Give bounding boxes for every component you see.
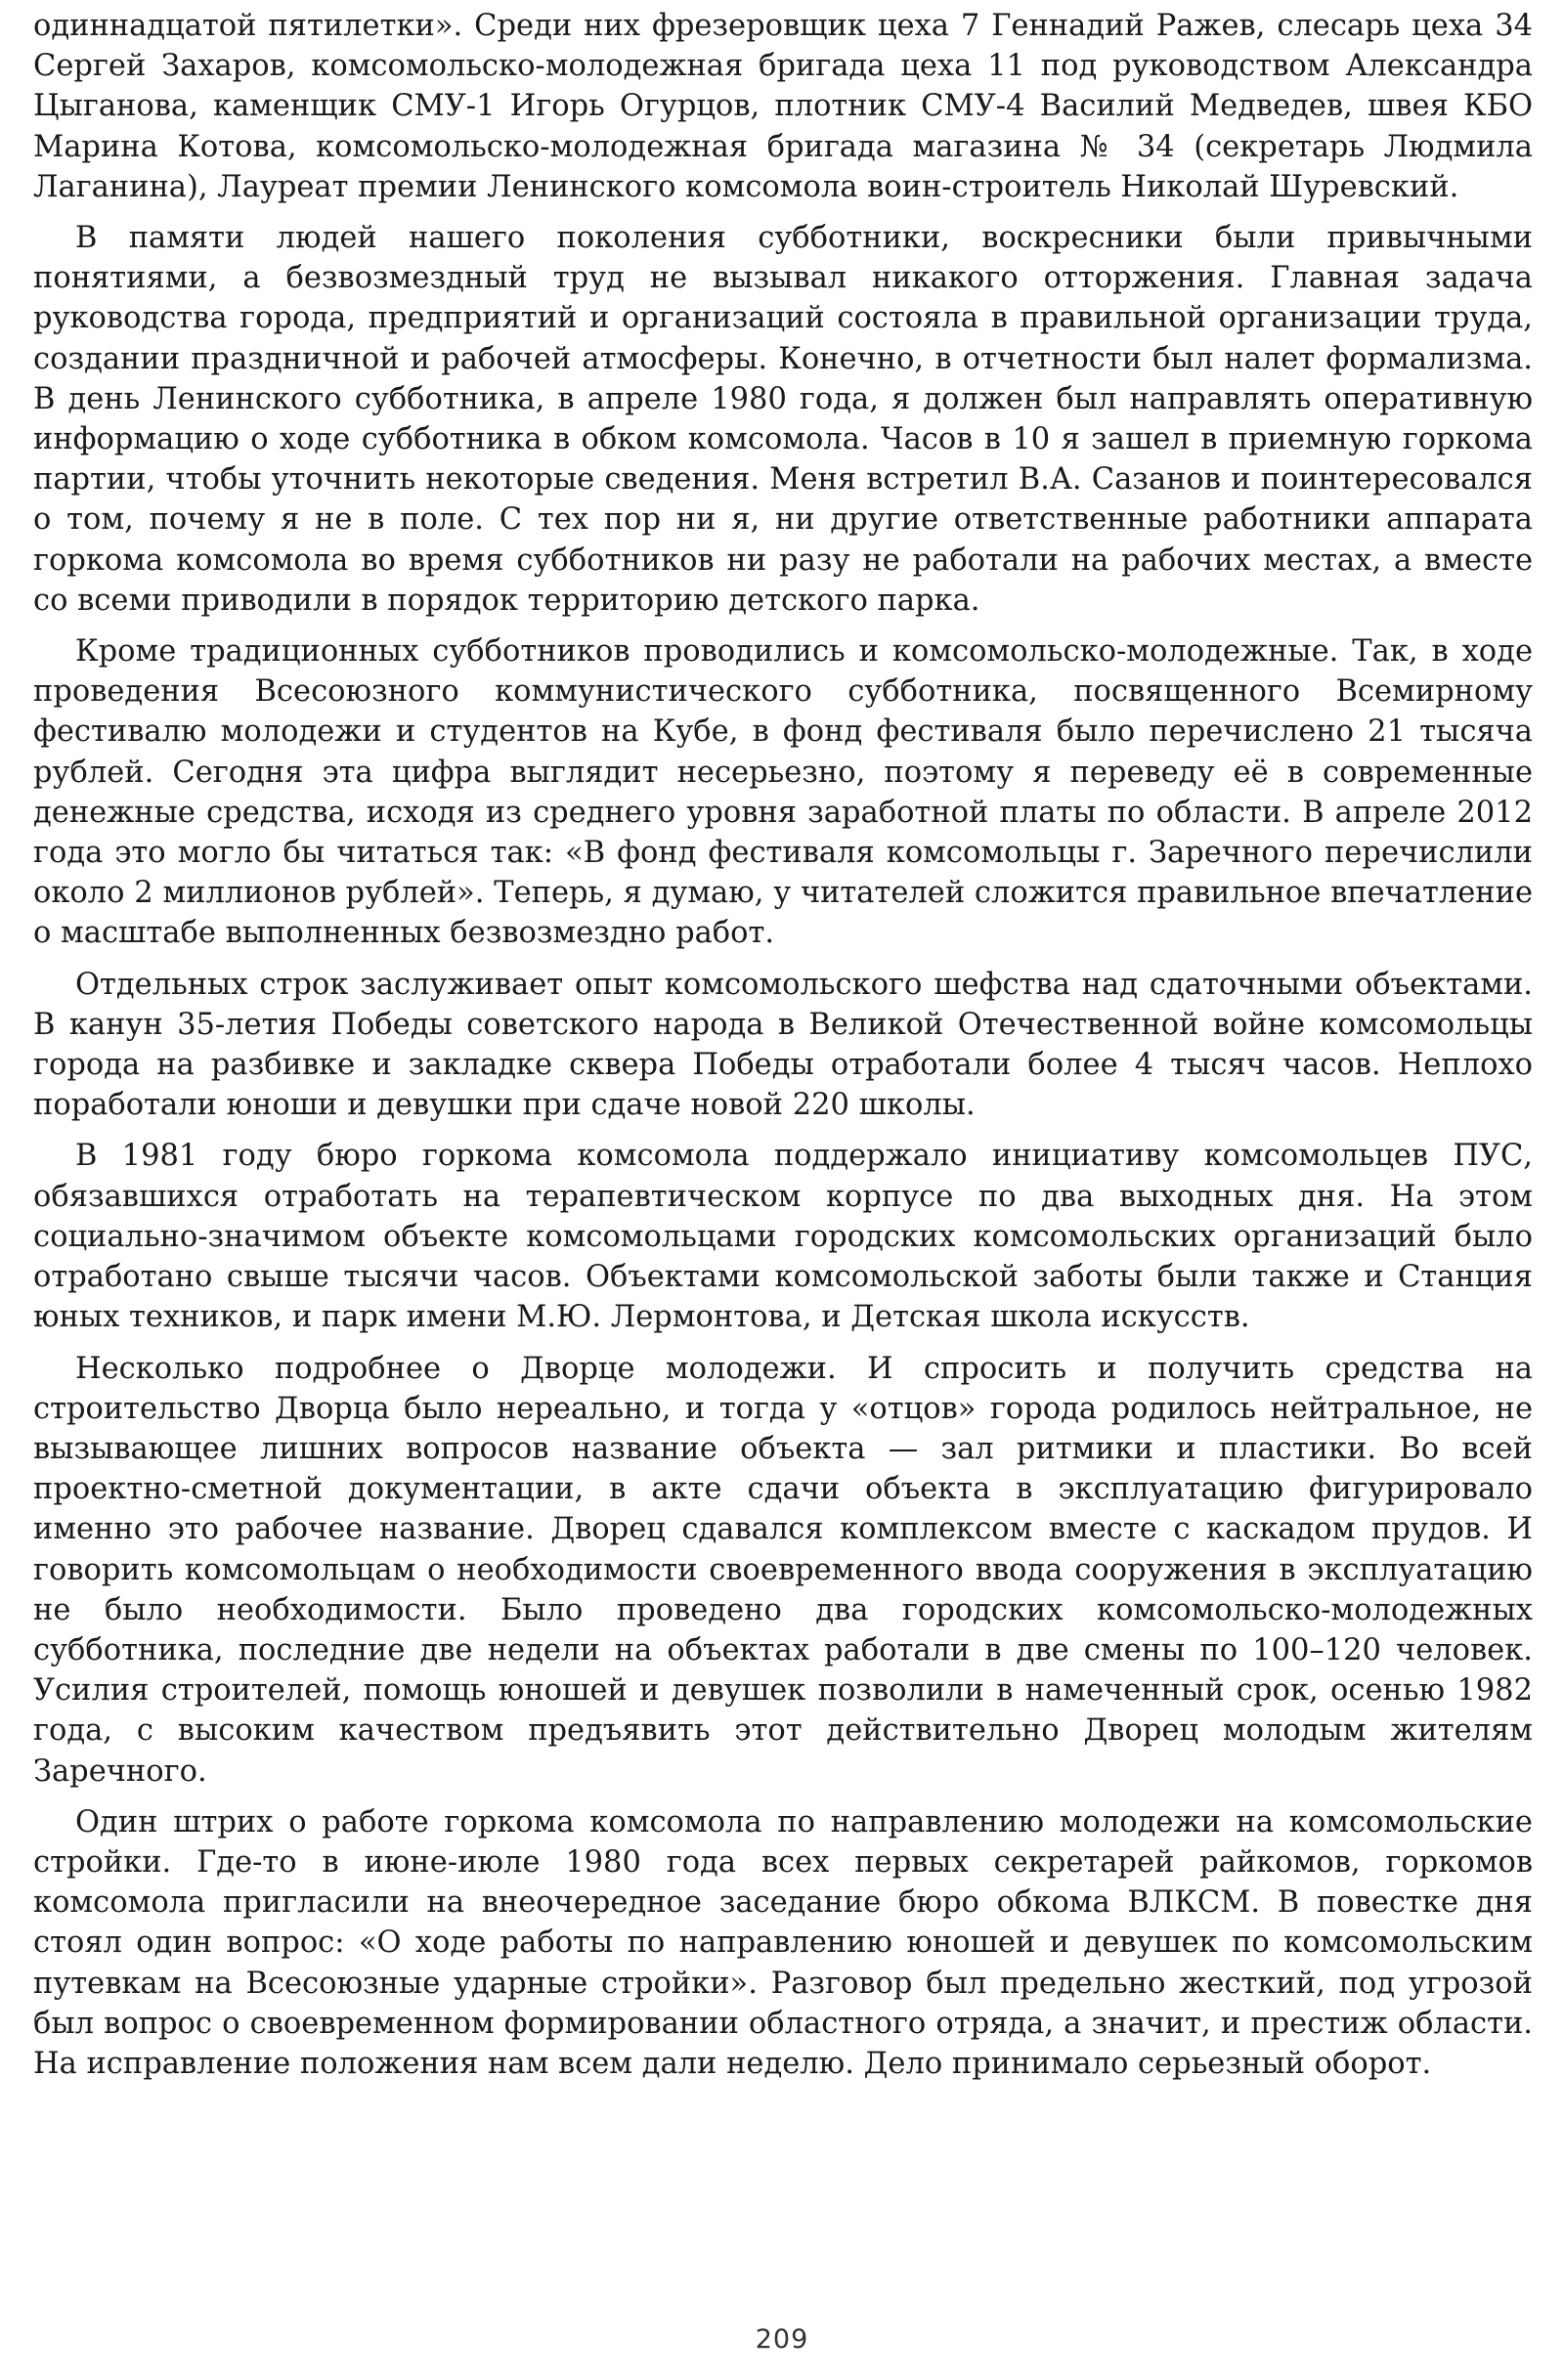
page-text <box>33 6 1533 2095</box>
paragraph-1981-initiative: В 1981 году бюро горкома комсомола поддержало инициативу комсомольцев ПУС, обязавшихся отработать на терапевтическом корпусе по два выходных дня. На этом социально-значимом объекте комсомольцами городских комсомольских организаций было отработано свыше тысячи часов. Объектами комсомольской заботы были также и Станция юных техников, и парк имени М.Ю. Лермонтова, и Детская школа искусств. <box>33 1139 1533 1335</box>
paragraph-construction-sites: Один штрих о работе горкома комсомола по направлению молодежи на комсомольские стройки. Где-то в июне-июле 1980 года всех первых секретарей райкомов, горкомов комсомола пригласили на внеочередное заседание бюро обкома ВЛКСМ. В повестке дня стоял один вопрос: «О ходе работы по направлению юношей и девушек по комсомольским путевкам на Всесоюзные ударные стройки». Разговор был предельно жесткий, под угрозой был вопрос о своевременном формировании областного отряда, а значит, и престиж области. На исправление положения нам всем дали неделю. Дело принимало серьезный оборот. <box>33 1804 1533 2081</box>
paragraph-patronage: Отдельных строк заслуживает опыт комсомольского шефства над сдаточными объектами. В канун 35-летия Победы советского народа в Великой Отечественной войне комсомольцы города на разбивке и закладке сквера Победы отработали более 4 тысяч часов. Неплохо поработали юноши и девушки при сдаче новой 220 школы. <box>33 967 1533 1123</box>
paragraph-continuation: одиннадцатой пятилетки». Среди них фрезеровщик цеха 7 Геннадий Ражев, слесарь цеха 34 Сергей Захаров, комсомольско-молодежная бригада цеха 11 под руководством Александра Цыганова, каменщик СМУ-1 Игорь Огурцов, плотник СМУ-4 Василий Медведев, швея КБО Марина Котова, комсомольско-молодежная бригада магазина № 34 (секретарь Людмила Лаганина), Лауреат премии Ленинского комсомола воин-строитель Николай Шуревский. <box>33 9 1533 204</box>
paragraph-subbotniki: В памяти людей нашего поколения субботники, воскресники были привычными понятиями, а безвозмездный труд не вызывал никакого отторжения. Главная задача руководства города, предприятий и организаций состояла в правильной организации труда, создании праздничной и рабочей атмосферы. Конечно, в отчетности был налет формализма. В день Ленинского субботника, в апреле 1980 года, я должен был направлять оперативную информацию о ходе субботника в обком комсомола. Часов в 10 я зашел в приемную горкома партии, чтобы уточнить некоторые сведения. Меня встретил В.А. Сазанов и поинтересовался о том, почему я не в поле. С тех пор ни я, ни другие ответственные работники аппарата горкома комсомола во время субботников ни разу не работали на рабочих местах, а вместе со всеми приводили в порядок территорию детского парка. <box>33 221 1533 618</box>
paragraph-festival-fund: Кроме традиционных субботников проводились и комсомольско-молодежные. Так, в ходе проведения Всесоюзного коммунистического субботника, посвященного Всемирному фестивалю молодежи и студентов на Кубе, в фонд фестиваля было перечислено 21 тысяча рублей. Сегодня эта цифра выглядит несерьезно, поэтому я переведу её в современные денежные средства, исходя из среднего уровня заработной платы по области. В апреле 2012 года это могло бы читаться так: «В фонд фестиваля комсомольцы г. Заречного перечислили около 2 миллионов рублей». Теперь, я думаю, у читателей сложится правильное впечатление о масштабе выполненных безвозмездно работ. <box>33 634 1533 951</box>
page-number: 209 <box>755 2324 809 2355</box>
paragraph-youth-palace: Несколько подробнее о Дворце молодежи. И спросить и получить средства на строительство Дворца было нереально, и тогда у «отцов» города родилось нейтральное, не вызывающее лишних вопросов название объекта — зал ритмики и пластики. Во всей проектно-сметной документации, в акте сдачи объекта в эксплуатацию фигурировало именно это рабочее название. Дворец сдавался комплексом вместе с каскадом прудов. И говорить комсомольцам о необходимости своевременного ввода сооружения в эксплуатацию не было необходимости. Было проведено два городских комсомольско-молодежных субботника, последние две недели на объектах работали в две смены по 100–120 человек. Усилия строителей, помощь юношей и девушек позволили в намеченный срок, осенью 1982 года, с высоким качеством предъявить этот действительно Дворец молодым жителям Заречного. <box>33 1351 1533 1789</box>
